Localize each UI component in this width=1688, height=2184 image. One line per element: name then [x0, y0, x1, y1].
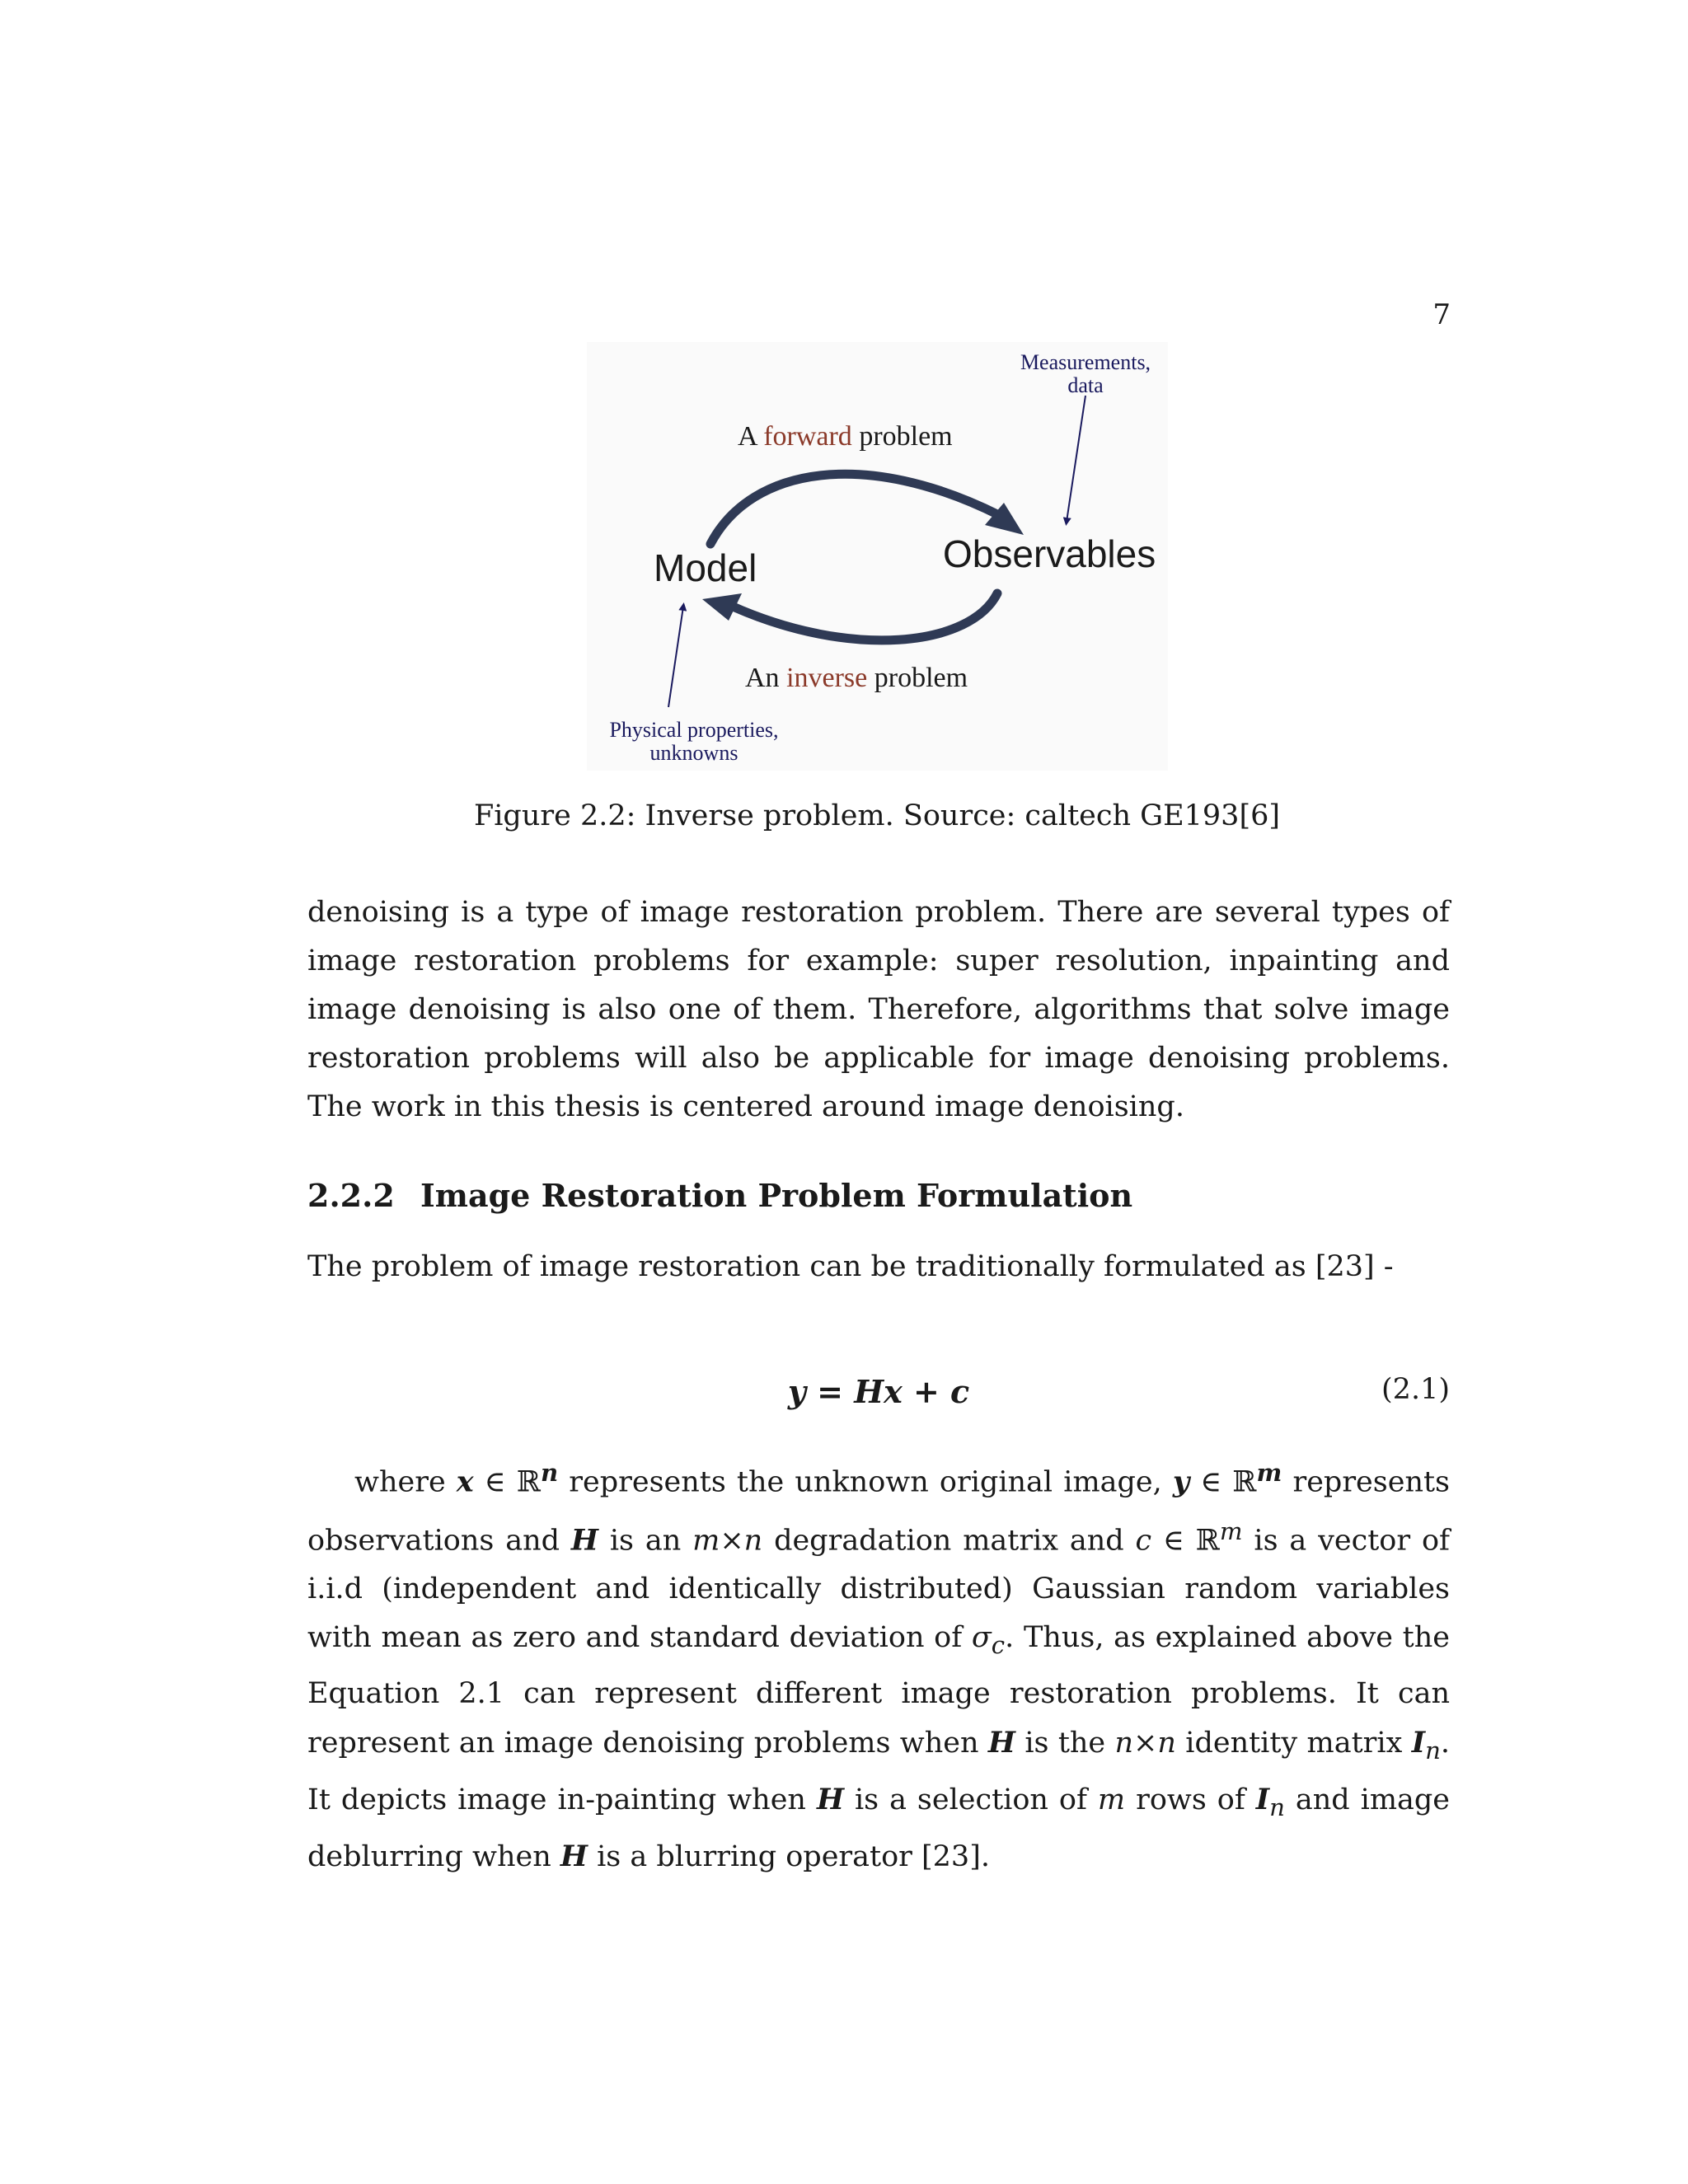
paragraph-2-text: where x ∈ ℝ$^n$ represents the unknown original image, y ∈ ℝ$^m$ represents observations and H is an m×n degradation matrix and c ∈ ℝ$^m$ is a vector of i.i.d (independent and identically distributed) Gaussian random variables with mean as zero and standard deviation of $\sigma_c$. Thus, as explained above the Equation 2.1 can represent different image restoration problems. It can represent an image denoising problems when H is the n×n identity matrix $I_n$. It depicts image in-painting when H is a selection of m rows of $I_n$ and image deblurring when H is a blurring operator [23].: [307, 1459, 1451, 1874]
inverse-problem-figure: [587, 342, 1168, 771]
measurements-label-line2: data: [1067, 373, 1104, 397]
equation-expression: y = Hx + c: [787, 1373, 970, 1410]
forward-highlight: forward: [763, 421, 852, 452]
equation-number: (2.1): [1381, 1373, 1450, 1406]
inverse-highlight: inverse: [786, 663, 868, 693]
measurements-label-line1: Measurements,: [1020, 350, 1151, 374]
section-heading: [307, 1177, 1132, 1214]
inverse-pre: An: [745, 663, 780, 693]
paragraph-1-text: denoising is a type of image restoration problem. There are several types of image restoration problems for example: super resolution, inpainting and image denoising is also one of them. Therefore, algorithms that solve image restoration problems will also be applicable for image denoising problems. The work in this thesis is centered around image denoising.: [307, 896, 1450, 1123]
inverse-problem-label: [745, 663, 968, 693]
figure-caption: Figure 2.2: Inverse problem. Source: caltech GE193[6]: [473, 799, 1281, 832]
intro-paragraph: [307, 1243, 1450, 1291]
model-label: Model: [654, 546, 757, 589]
equation-2-1: [307, 1373, 1450, 1419]
section-title: Image Restoration Problem Formulation: [420, 1177, 1133, 1214]
inverse-arrow: [731, 593, 997, 640]
measurements-pointer: [1067, 396, 1085, 522]
inverse-post: problem: [874, 663, 968, 693]
section-number: 2.2.2: [307, 1177, 395, 1214]
inverse-problem-diagram: [587, 342, 1168, 771]
physical-pointer: [668, 607, 683, 707]
physical-label-line2: unknowns: [649, 741, 738, 765]
forward-problem-label: [738, 421, 953, 452]
intro-sentence: The problem of image restoration can be traditionally formulated as [23] -: [307, 1250, 1394, 1283]
paragraph-formulation: [307, 1449, 1450, 1882]
physical-label-line1: Physical properties,: [609, 718, 779, 742]
paragraph-denoising: [307, 888, 1450, 1132]
forward-pre: A: [738, 421, 757, 452]
observables-label: Observables: [943, 532, 1156, 575]
forward-post: problem: [859, 421, 953, 452]
page-number: 7: [1432, 298, 1451, 331]
